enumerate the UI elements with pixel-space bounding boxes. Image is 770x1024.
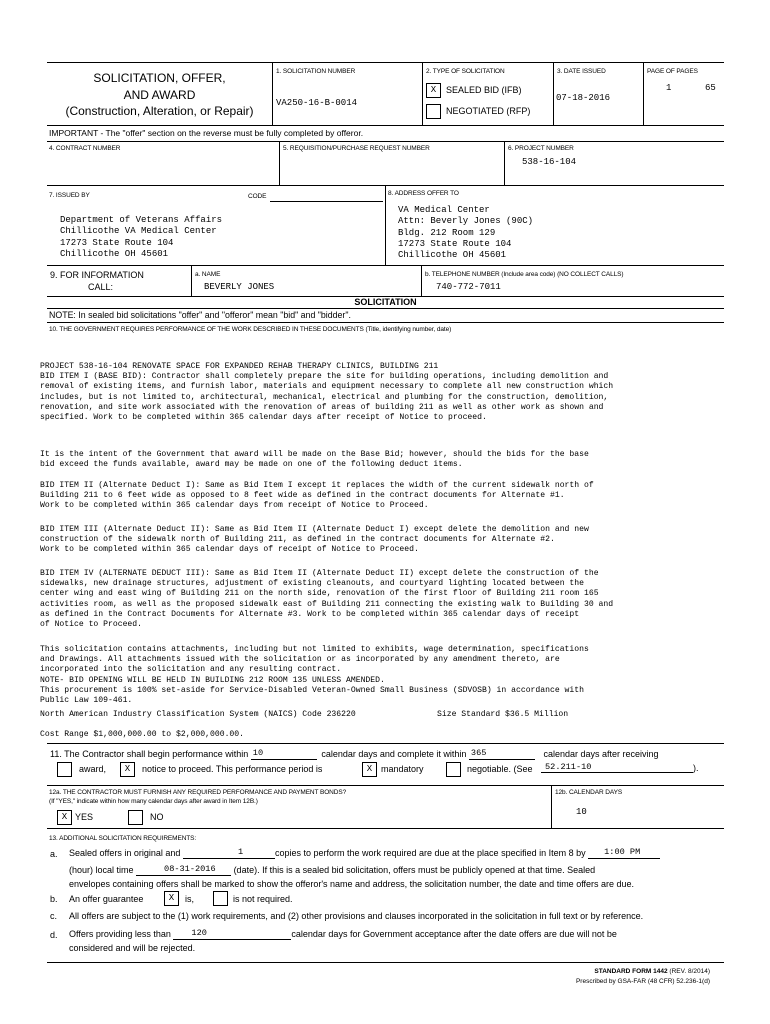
description-line: It is the intent of the Government that award will be made on the Base Bid; however, should the bids for the base [40,450,589,459]
bonds-yes-label: YES [75,812,94,822]
solicitation-heading: SOLICITATION [354,297,417,307]
item-13b-text1: An offer guarantee [69,894,144,904]
award-intent-paragraph [40,450,589,470]
due-time-field[interactable]: 1:00 PM [588,846,660,859]
description-line: BID ITEM III (Alternate Deduct II): Same as Bid Item II (Alternate Deduct I) except delete the demolition and new [40,525,589,534]
sealed-bid-label: SEALED BID (IFB) [446,85,522,95]
for-information-line2: CALL: [88,282,114,292]
address-line: Chillicothe OH 45601 [398,250,507,261]
issued-by-line: 17273 State Route 104 [60,237,174,248]
description-line: sidewalks, new drainage structures, adjustment of existing cleanouts, and courtyard lighting located between the [40,579,584,589]
sealed-bid-check-mark: X [430,85,437,95]
description-line: PROJECT 538-16-104 RENOVATE SPACE FOR EXPANDED REHAB THERAPY CLINICS, BUILDING 211 [40,362,439,371]
issued-by-line: Chillicothe OH 45601 [60,248,169,259]
description-line: incorporated into the solicitation and any resulting contract. [40,665,342,675]
acceptance-days-field[interactable]: 120 [173,927,291,940]
address-line: 17273 State Route 104 [398,238,512,249]
page-number: 1 [666,83,672,93]
item-13a-text3: (hour) local time [69,865,134,875]
address-line: Attn: Beverly Jones (90C) [398,216,534,227]
description-line: includes, but is not limited to, architectural, mechanical, electrical and plumbing for the construction, demolition, [40,392,609,402]
important-note: IMPORTANT - The "offer" section on the reverse must be fully completed by offeror. [49,128,364,138]
address-offer-to-label: 8. ADDRESS OFFER TO [388,190,459,197]
due-date-field[interactable]: 08-31-2016 [136,863,231,876]
item-13-label: 13. ADDITIONAL SOLICITATION REQUIREMENTS: [49,835,197,842]
page-of-pages-label: PAGE OF PAGES [647,68,698,75]
item-11-line1 [50,747,659,760]
item-12a-label-1: 12a. THE CONTRACTOR MUST FURNISH ANY REQUIRED PERFORMANCE AND PAYMENT BONDS? [49,789,347,796]
item-13c-letter: c. [50,911,58,921]
item-13b-letter: b. [50,894,58,904]
award-checkbox[interactable] [57,762,72,777]
description-line: bid exceed the funds available, award may be made on one of the following deduct items. [40,460,463,470]
form-title [47,70,272,120]
description-line: removal of existing items, and furnish labor, materials and equipment necessary to complete all new construction which [40,382,614,392]
sealed-bid-note: NOTE: In sealed bid solicitations "offer" and "offeror" mean "bid" and "bidder". [49,310,351,320]
begin-days-field[interactable]: 10 [251,747,317,760]
form-id: STANDARD FORM 1442 [594,968,668,975]
description-line: as defined in the Contract Documents for Alternate #3. Work to be completed within 365 calendar days of receipt [40,609,580,619]
code-label: CODE [248,193,267,200]
form-revision: (REV. 8/2014) [669,968,710,975]
item-13d-text1: Offers providing less than [69,929,171,939]
negotiated-checkbox[interactable] [426,104,441,119]
mandatory-check-mark: X [366,764,373,774]
item-13d-letter: d. [50,930,58,940]
notice-check-mark: X [124,764,131,774]
solicitation-number: VA250-16-B-0014 [276,98,358,108]
description-line: center wing and east wing of Building 211 on the north side, renovation of the first floor of Building 211 room 165 [40,589,599,599]
description-line: and Drawings. All attachments issued with the solicitation or as incorporated by any amendment thereto, are [40,655,560,665]
description-line: Building 211 to 6 feet wide as opposed to 8 feet wide as defined in the contract documents for Alternate #1. [40,491,565,501]
form-footer [470,967,710,987]
complete-days-field[interactable]: 365 [469,747,535,760]
description-line: Public Law 109-461. [40,696,133,706]
description-line: renovation, and site work associated with the renovation of areas of building 211 as well as other work as shown and [40,402,604,412]
project-number-label: 6. PROJECT NUMBER [508,145,574,152]
copies-field[interactable]: 1 [183,846,275,859]
bid-item-3-paragraph [40,525,589,556]
prescribed-by: Prescribed by GSA-FAR (48 CFR) 52.236-1(d) [575,978,710,985]
guarantee-is-label: is, [185,894,194,904]
naics-code: North American Industry Classification System (NAICS) Code 236220 [40,710,356,719]
item-13a-text5: envelopes containing offers shall be marked to show the offeror's name and address, the solicitation number, the date and time offers are due. [69,879,635,889]
item-11-text-a: 11. The Contractor shall begin performance within [50,749,249,759]
negotiable-checkbox[interactable] [446,762,461,777]
sealed-bid-checkbox[interactable] [426,83,441,98]
calendar-days-value: 10 [576,807,587,817]
item-13a-line1 [69,846,660,859]
description-line: This solicitation contains attachments, including but not limited to exhibits, wage determination, specifications [40,645,589,654]
item-12a-label-2: (If "YES," indicate within how many calendar days after award in Item 12B.) [49,798,258,805]
form-id-line [470,967,710,977]
description-line: BID ITEM IV (ALTERNATE DEDUCT III): Same as Bid Item II (Alternate Deduct II) except delete the construction of the [40,569,599,578]
for-information-line1: 9. FOR INFORMATION [50,270,144,280]
address-line: Bldg. 212 Room 129 [398,227,496,238]
description-line: NOTE- BID OPENING WILL BE HELD IN BUILDING 212 ROOM 135 UNLESS AMENDED. [40,675,385,685]
item-13a-line2 [69,863,595,876]
item-11-text-b: calendar days and complete it within [321,749,467,759]
bid-item-2-paragraph [40,481,594,512]
description-line: construction of the sidewalk north of Building 211, as defined in the contract documents for Alternate #2. [40,535,555,545]
size-standard: Size Standard $36.5 Million [437,710,569,719]
telephone-number: 740-772-7011 [436,282,501,292]
requisition-number-label: 5. REQUISITION/PURCHASE REQUEST NUMBER [283,145,430,152]
bid-item-4-paragraph [40,569,613,630]
mandatory-label: mandatory [381,764,424,774]
date-issued-label: 3. DATE ISSUED [557,68,606,75]
item-12b-label: 12b. CALENDAR DAYS [555,789,623,796]
issued-by-line: Department of Veterans Affairs [60,215,223,225]
item-13d-text2: calendar days for Government acceptance after the date offers are due will not be [291,929,617,939]
total-pages: 65 [705,83,716,93]
see-clause-field[interactable]: 52.211-10 [541,762,693,773]
bonds-no-label: NO [150,812,164,822]
guarantee-is-check-mark: X [168,893,175,903]
issued-by-label: 7. ISSUED BY [49,192,90,199]
item-13a-text4: (date). If this is a sealed bid solicitation, offers must be publicly opened at that time. Sealed [233,865,596,875]
bonds-yes-checkbox[interactable] [57,810,72,825]
see-clause-line [541,762,699,773]
item-13a-letter: a. [50,849,58,859]
item-13a-text1: Sealed offers in original and [69,848,181,858]
form-title-line2: AND AWARD [123,87,196,102]
attachments-paragraph [40,645,589,706]
guarantee-not-checkbox[interactable] [213,891,228,906]
see-clause-end: ). [693,763,699,773]
issued-by-address [60,215,222,260]
project-number: 538-16-104 [522,157,577,167]
description-line: BID ITEM II (Alternate Deduct I): Same as Bid Item I except it replaces the width of the current sidewalk north of [40,481,594,490]
description-line: BID ITEM I (BASE BID): Contractor shall completely prepare the site for building operations, including demolition and [40,372,609,382]
bonds-yes-check-mark: X [61,812,68,822]
solicitation-number-label: 1. SOLICITATION NUMBER [276,68,356,75]
item-13c-text: All offers are subject to the (1) work requirements, and (2) other provisions and clauses incorporated in the solicitation in full text or by reference. [69,911,644,921]
description-line: activities room, as well as the proposed sidewalk east of Building 211 connecting the existing walk to Building 30 and [40,599,614,609]
description-line: Work to be completed within 365 calendar days from receipt of Notice to Proceed. [40,501,429,511]
description-line: specified. Work to be completed within 365 calendar days after receipt of Notice to proceed. [40,413,487,423]
item-10-label: 10. THE GOVERNMENT REQUIRES PERFORMANCE OF THE WORK DESCRIBED IN THESE DOCUMENTS (Title, identifying number, date) [49,326,452,333]
contract-number-label: 4. CONTRACT NUMBER [49,145,121,152]
description-line: This procurement is 100% set-aside for Service-Disabled Veteran-Owned Small Business (SDVOSB) in accordance with [40,685,584,695]
item-13a-text2: copies to perform the work required are due at the place specified in Item 8 by [274,848,586,858]
type-of-solicitation-label: 2. TYPE OF SOLICITATION [426,68,505,75]
negotiated-label: NEGOTIATED (RFP) [446,106,531,116]
item-13d-line1 [69,927,617,940]
form-title-line3: (Construction, Alteration, or Repair) [65,104,254,118]
project-description [40,362,613,423]
mandatory-checkbox[interactable] [362,762,377,777]
for-information-label [50,269,144,293]
bonds-no-checkbox[interactable] [128,810,143,825]
item-11-text-c: calendar days after receiving [543,749,659,759]
issued-by-line: Chillicothe VA Medical Center [60,226,217,237]
telephone-label: b. TELEPHONE NUMBER (Include area code) (NO COLLECT CALLS) [425,271,624,278]
address-line: VA Medical Center [398,205,490,215]
guarantee-is-checkbox[interactable] [164,891,179,906]
item-13d-text3: considered and will be rejected. [69,943,196,953]
notice-to-proceed-label: notice to proceed. This performance period is [142,764,323,774]
notice-to-proceed-checkbox[interactable] [120,762,135,777]
guarantee-not-label: is not required. [233,894,293,904]
negotiable-label: negotiable. (See [467,764,533,774]
date-issued: 07-18-2016 [556,93,611,103]
cost-range: Cost Range $1,000,000.00 to $2,000,000.00. [40,730,244,739]
contact-name: BEVERLY JONES [204,282,275,292]
form-title-line1: SOLICITATION, OFFER, [93,71,226,85]
description-line: Work to be completed within 365 calendar days of receipt of Notice to Proceed. [40,545,419,555]
address-offer-to [398,205,533,261]
contact-name-label: a. NAME [195,271,221,278]
award-label: award, [79,764,107,774]
description-line: of Notice to Proceed. [40,620,142,630]
